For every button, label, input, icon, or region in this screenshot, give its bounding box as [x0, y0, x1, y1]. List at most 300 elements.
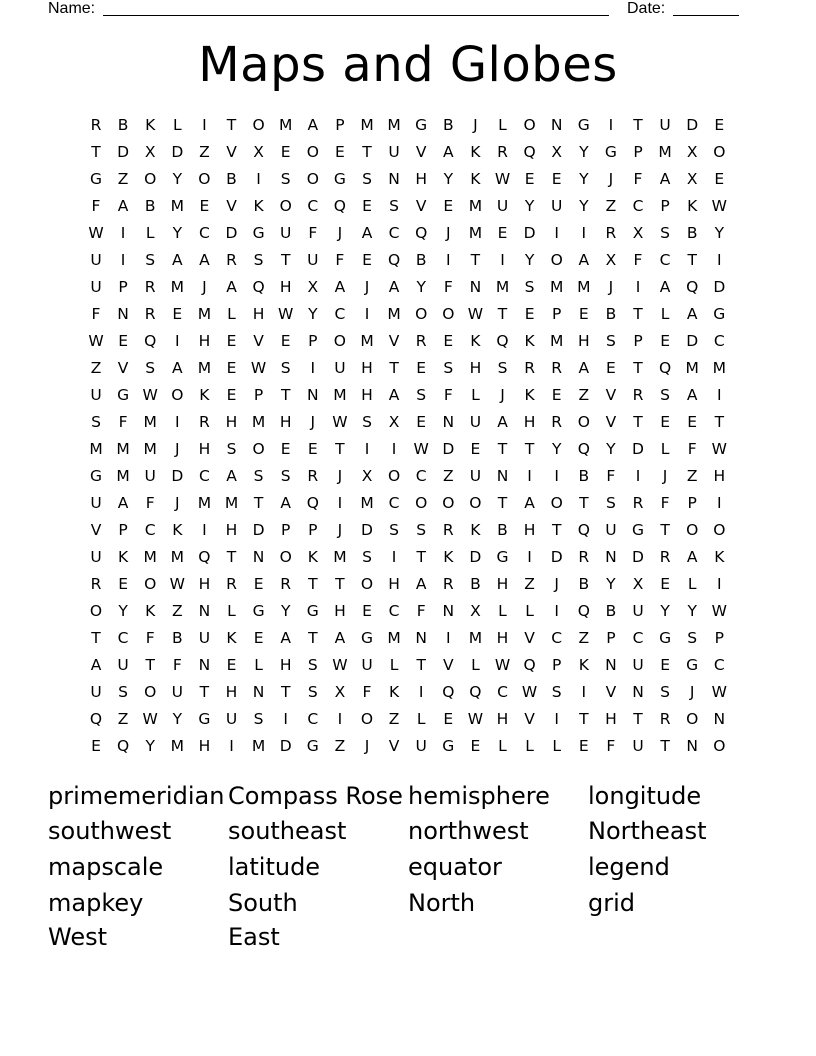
- grid-letter[interactable]: N: [605, 548, 617, 566]
- grid-letter[interactable]: Z: [117, 170, 129, 188]
- grid-letter[interactable]: X: [144, 143, 156, 161]
- grid-letter[interactable]: I: [717, 251, 722, 269]
- grid-letter[interactable]: Q: [144, 332, 157, 350]
- grid-letter[interactable]: F: [91, 305, 101, 323]
- grid-letter[interactable]: D: [686, 116, 699, 134]
- grid-letter[interactable]: E: [660, 656, 670, 674]
- grid-letter[interactable]: N: [469, 278, 482, 296]
- grid-letter[interactable]: S: [145, 359, 156, 377]
- grid-letter[interactable]: Z: [334, 737, 346, 755]
- grid-letter[interactable]: V: [226, 197, 237, 215]
- grid-letter[interactable]: I: [635, 278, 641, 296]
- grid-letter[interactable]: K: [470, 143, 481, 161]
- grid-letter[interactable]: X: [632, 224, 644, 242]
- grid-letter[interactable]: Q: [496, 332, 509, 350]
- grid-letter[interactable]: E: [524, 170, 535, 188]
- grid-letter[interactable]: M: [387, 305, 401, 323]
- grid-letter[interactable]: U: [388, 143, 400, 161]
- grid-letter[interactable]: X: [551, 143, 562, 161]
- grid-letter[interactable]: N: [442, 602, 455, 620]
- grid-letter[interactable]: Y: [172, 170, 183, 188]
- grid-letter[interactable]: O: [442, 494, 455, 512]
- grid-letter[interactable]: E: [605, 359, 616, 377]
- grid-letter[interactable]: O: [89, 602, 103, 620]
- grid-letter[interactable]: Y: [606, 440, 616, 458]
- grid-letter[interactable]: R: [632, 494, 644, 512]
- grid-letter[interactable]: K: [524, 386, 535, 404]
- grid-letter[interactable]: B: [686, 224, 698, 242]
- grid-letter[interactable]: B: [144, 197, 156, 215]
- grid-letter[interactable]: M: [143, 440, 157, 458]
- grid-letter[interactable]: Q: [577, 521, 590, 539]
- grid-letter[interactable]: H: [523, 521, 536, 539]
- grid-letter[interactable]: P: [714, 629, 724, 647]
- grid-letter[interactable]: M: [224, 494, 239, 512]
- grid-letter[interactable]: O: [686, 710, 699, 728]
- grid-letter[interactable]: R: [442, 521, 454, 539]
- grid-letter[interactable]: X: [632, 575, 644, 593]
- grid-letter[interactable]: T: [714, 413, 725, 431]
- grid-letter[interactable]: A: [578, 251, 590, 269]
- grid-letter[interactable]: L: [660, 305, 670, 323]
- grid-letter[interactable]: P: [308, 521, 318, 539]
- grid-letter[interactable]: I: [635, 467, 641, 485]
- grid-letter[interactable]: F: [308, 224, 318, 242]
- grid-letter[interactable]: E: [226, 359, 237, 377]
- grid-letter[interactable]: H: [523, 413, 536, 431]
- grid-letter[interactable]: K: [253, 197, 264, 215]
- grid-letter[interactable]: G: [252, 224, 265, 242]
- grid-letter[interactable]: T: [253, 494, 264, 512]
- grid-letter[interactable]: Q: [306, 494, 319, 512]
- grid-letter[interactable]: C: [713, 656, 725, 674]
- grid-letter[interactable]: K: [389, 683, 400, 701]
- grid-letter[interactable]: A: [659, 170, 671, 188]
- grid-letter[interactable]: K: [714, 548, 725, 566]
- grid-letter[interactable]: I: [337, 710, 343, 728]
- grid-letter[interactable]: I: [120, 251, 126, 269]
- grid-letter[interactable]: I: [364, 305, 370, 323]
- grid-letter[interactable]: N: [632, 683, 644, 701]
- grid-letter[interactable]: W: [494, 656, 511, 674]
- grid-letter[interactable]: Q: [658, 359, 672, 377]
- grid-letter[interactable]: B: [442, 116, 454, 134]
- grid-letter[interactable]: S: [524, 278, 535, 296]
- grid-letter[interactable]: O: [144, 683, 157, 701]
- grid-letter[interactable]: J: [446, 224, 451, 242]
- grid-letter[interactable]: O: [360, 575, 374, 593]
- grid-letter[interactable]: A: [226, 278, 237, 296]
- grid-letter[interactable]: F: [172, 656, 182, 674]
- grid-letter[interactable]: N: [550, 116, 563, 134]
- grid-letter[interactable]: E: [443, 197, 454, 215]
- grid-letter[interactable]: E: [578, 305, 589, 323]
- grid-letter[interactable]: Y: [579, 143, 589, 161]
- grid-letter[interactable]: Y: [172, 224, 183, 242]
- grid-letter[interactable]: Y: [579, 170, 589, 188]
- grid-letter[interactable]: Z: [171, 602, 183, 620]
- grid-letter[interactable]: O: [360, 710, 374, 728]
- grid-letter[interactable]: C: [415, 467, 427, 485]
- grid-letter[interactable]: T: [280, 683, 291, 701]
- grid-letter[interactable]: T: [362, 143, 372, 161]
- grid-letter[interactable]: I: [608, 116, 614, 134]
- grid-letter[interactable]: X: [605, 251, 617, 269]
- grid-letter[interactable]: O: [252, 440, 265, 458]
- grid-letter[interactable]: K: [145, 602, 156, 620]
- grid-letter[interactable]: R: [226, 251, 237, 269]
- grid-letter[interactable]: U: [632, 656, 644, 674]
- grid-letter[interactable]: O: [171, 386, 184, 404]
- grid-letter[interactable]: V: [90, 521, 102, 539]
- grid-letter[interactable]: L: [471, 656, 480, 674]
- grid-letter[interactable]: O: [144, 575, 157, 593]
- grid-letter[interactable]: P: [606, 629, 616, 647]
- grid-letter[interactable]: P: [552, 305, 562, 323]
- grid-letter[interactable]: A: [497, 413, 508, 431]
- grid-letter[interactable]: A: [686, 305, 698, 323]
- grid-letter[interactable]: E: [443, 332, 454, 350]
- grid-letter[interactable]: I: [120, 224, 126, 242]
- grid-letter[interactable]: E: [416, 413, 427, 431]
- grid-letter[interactable]: S: [605, 332, 616, 350]
- grid-letter[interactable]: Y: [660, 602, 670, 620]
- grid-letter[interactable]: U: [90, 548, 102, 566]
- grid-letter[interactable]: X: [686, 143, 698, 161]
- grid-letter[interactable]: H: [198, 332, 211, 350]
- grid-letter[interactable]: T: [308, 575, 318, 593]
- grid-letter[interactable]: A: [280, 629, 291, 647]
- grid-letter[interactable]: C: [198, 467, 210, 485]
- grid-letter[interactable]: J: [337, 521, 343, 539]
- grid-letter[interactable]: U: [659, 116, 671, 134]
- grid-letter[interactable]: A: [90, 656, 102, 674]
- grid-letter[interactable]: I: [717, 575, 722, 593]
- grid-letter[interactable]: V: [117, 359, 129, 377]
- grid-letter[interactable]: R: [199, 413, 210, 431]
- grid-letter[interactable]: E: [226, 656, 237, 674]
- grid-letter[interactable]: N: [198, 656, 211, 674]
- grid-letter[interactable]: M: [251, 737, 266, 755]
- grid-letter[interactable]: A: [307, 116, 319, 134]
- grid-letter[interactable]: H: [388, 575, 400, 593]
- grid-letter[interactable]: T: [687, 251, 697, 269]
- grid-letter[interactable]: J: [175, 494, 180, 512]
- grid-letter[interactable]: K: [145, 116, 156, 134]
- grid-letter[interactable]: K: [524, 332, 535, 350]
- grid-letter[interactable]: N: [713, 710, 726, 728]
- grid-letter[interactable]: T: [335, 575, 345, 593]
- grid-letter[interactable]: E: [118, 575, 128, 593]
- grid-letter[interactable]: T: [91, 143, 101, 161]
- grid-letter[interactable]: Q: [116, 737, 130, 755]
- grid-letter[interactable]: S: [687, 629, 698, 647]
- grid-letter[interactable]: J: [337, 224, 343, 242]
- grid-letter[interactable]: D: [171, 143, 184, 161]
- grid-letter[interactable]: Q: [387, 251, 401, 269]
- grid-letter[interactable]: G: [89, 467, 102, 485]
- grid-letter[interactable]: Y: [416, 278, 426, 296]
- grid-letter[interactable]: S: [362, 548, 372, 566]
- grid-letter[interactable]: T: [308, 629, 318, 647]
- grid-letter[interactable]: I: [717, 386, 722, 404]
- grid-letter[interactable]: A: [199, 251, 210, 269]
- grid-letter[interactable]: G: [89, 170, 102, 188]
- grid-letter[interactable]: E: [470, 737, 481, 755]
- grid-letter[interactable]: F: [335, 251, 345, 269]
- grid-letter[interactable]: E: [362, 602, 372, 620]
- grid-letter[interactable]: D: [469, 548, 482, 566]
- grid-letter[interactable]: G: [333, 170, 346, 188]
- grid-letter[interactable]: J: [608, 278, 614, 296]
- grid-letter[interactable]: V: [253, 332, 264, 350]
- grid-letter[interactable]: C: [632, 197, 644, 215]
- grid-letter[interactable]: J: [364, 278, 370, 296]
- grid-letter[interactable]: C: [632, 629, 644, 647]
- grid-letter[interactable]: X: [253, 143, 264, 161]
- grid-letter[interactable]: G: [117, 386, 130, 404]
- grid-letter[interactable]: Y: [280, 602, 291, 620]
- grid-letter[interactable]: H: [496, 710, 509, 728]
- grid-letter[interactable]: I: [364, 440, 370, 458]
- grid-letter[interactable]: B: [171, 629, 183, 647]
- grid-letter[interactable]: J: [500, 386, 505, 404]
- grid-letter[interactable]: T: [226, 548, 237, 566]
- grid-letter[interactable]: B: [578, 467, 590, 485]
- grid-letter[interactable]: L: [172, 116, 182, 134]
- grid-letter[interactable]: J: [364, 737, 370, 755]
- grid-letter[interactable]: T: [633, 359, 643, 377]
- grid-letter[interactable]: R: [226, 575, 237, 593]
- grid-letter[interactable]: C: [307, 197, 319, 215]
- grid-letter[interactable]: T: [226, 116, 237, 134]
- grid-letter[interactable]: U: [90, 251, 102, 269]
- grid-letter[interactable]: D: [225, 224, 238, 242]
- grid-letter[interactable]: G: [442, 737, 455, 755]
- grid-letter[interactable]: I: [446, 251, 451, 269]
- grid-letter[interactable]: T: [660, 737, 670, 755]
- grid-letter[interactable]: H: [713, 467, 726, 485]
- grid-letter[interactable]: U: [605, 521, 617, 539]
- grid-letter[interactable]: F: [362, 683, 372, 701]
- grid-letter[interactable]: R: [551, 359, 563, 377]
- grid-letter[interactable]: Q: [686, 278, 699, 296]
- grid-letter[interactable]: W: [711, 197, 727, 215]
- grid-letter[interactable]: H: [469, 359, 482, 377]
- grid-letter[interactable]: C: [551, 629, 563, 647]
- grid-letter[interactable]: S: [497, 359, 508, 377]
- grid-letter[interactable]: B: [578, 575, 590, 593]
- grid-letter[interactable]: I: [391, 548, 397, 566]
- grid-letter[interactable]: A: [388, 278, 400, 296]
- grid-letter[interactable]: B: [497, 521, 508, 539]
- grid-letter[interactable]: X: [334, 683, 346, 701]
- grid-letter[interactable]: I: [554, 467, 559, 485]
- grid-letter[interactable]: M: [116, 467, 130, 485]
- grid-letter[interactable]: Z: [686, 467, 698, 485]
- grid-letter[interactable]: O: [686, 521, 699, 539]
- grid-letter[interactable]: S: [416, 521, 427, 539]
- grid-letter[interactable]: R: [632, 386, 644, 404]
- grid-letter[interactable]: V: [524, 629, 535, 647]
- grid-letter[interactable]: Q: [252, 278, 265, 296]
- grid-letter[interactable]: P: [633, 143, 643, 161]
- grid-letter[interactable]: Y: [551, 440, 562, 458]
- grid-letter[interactable]: Q: [89, 710, 103, 728]
- grid-letter[interactable]: H: [415, 170, 428, 188]
- grid-letter[interactable]: S: [253, 467, 264, 485]
- grid-letter[interactable]: D: [171, 467, 184, 485]
- grid-letter[interactable]: P: [118, 521, 128, 539]
- grid-letter[interactable]: Z: [578, 629, 590, 647]
- grid-letter[interactable]: D: [279, 737, 292, 755]
- grid-letter[interactable]: W: [413, 440, 429, 458]
- grid-letter[interactable]: H: [225, 683, 238, 701]
- grid-letter[interactable]: S: [416, 386, 427, 404]
- grid-letter[interactable]: H: [252, 305, 265, 323]
- grid-letter[interactable]: O: [713, 143, 726, 161]
- grid-letter[interactable]: M: [279, 116, 293, 134]
- grid-letter[interactable]: H: [198, 575, 211, 593]
- grid-letter[interactable]: U: [144, 467, 156, 485]
- grid-letter[interactable]: I: [175, 413, 180, 431]
- grid-letter[interactable]: T: [633, 413, 643, 431]
- grid-letter[interactable]: F: [443, 278, 453, 296]
- grid-letter[interactable]: I: [202, 521, 207, 539]
- grid-letter[interactable]: K: [470, 521, 481, 539]
- grid-letter[interactable]: T: [91, 629, 101, 647]
- grid-letter[interactable]: M: [360, 494, 374, 512]
- grid-letter[interactable]: W: [169, 575, 185, 593]
- grid-letter[interactable]: Z: [199, 143, 210, 161]
- grid-letter[interactable]: L: [145, 224, 155, 242]
- grid-letter[interactable]: T: [579, 494, 589, 512]
- grid-letter[interactable]: G: [306, 602, 319, 620]
- grid-letter[interactable]: N: [117, 305, 129, 323]
- grid-letter[interactable]: Q: [577, 440, 590, 458]
- grid-letter[interactable]: G: [415, 116, 428, 134]
- grid-letter[interactable]: E: [226, 386, 237, 404]
- grid-letter[interactable]: B: [226, 170, 237, 188]
- grid-letter[interactable]: P: [633, 332, 643, 350]
- grid-letter[interactable]: H: [225, 521, 238, 539]
- grid-letter[interactable]: S: [443, 359, 454, 377]
- grid-letter[interactable]: H: [279, 413, 292, 431]
- grid-letter[interactable]: M: [333, 548, 347, 566]
- grid-letter[interactable]: U: [90, 494, 102, 512]
- grid-letter[interactable]: C: [117, 629, 129, 647]
- grid-letter[interactable]: U: [90, 683, 102, 701]
- grid-letter[interactable]: H: [198, 737, 211, 755]
- grid-letter[interactable]: L: [498, 737, 507, 755]
- grid-letter[interactable]: B: [605, 602, 617, 620]
- grid-letter[interactable]: I: [418, 683, 424, 701]
- grid-letter[interactable]: L: [416, 710, 426, 728]
- grid-letter[interactable]: W: [142, 710, 158, 728]
- grid-letter[interactable]: B: [605, 305, 617, 323]
- grid-letter[interactable]: S: [226, 440, 237, 458]
- grid-letter[interactable]: Z: [605, 197, 617, 215]
- grid-letter[interactable]: V: [524, 710, 535, 728]
- grid-letter[interactable]: D: [361, 521, 373, 539]
- grid-letter[interactable]: P: [253, 386, 264, 404]
- grid-letter[interactable]: M: [170, 548, 184, 566]
- grid-letter[interactable]: O: [415, 494, 428, 512]
- grid-letter[interactable]: R: [659, 710, 671, 728]
- grid-letter[interactable]: T: [524, 440, 535, 458]
- grid-letter[interactable]: R: [605, 224, 617, 242]
- grid-letter[interactable]: C: [334, 305, 346, 323]
- grid-letter[interactable]: W: [467, 305, 484, 323]
- grid-letter[interactable]: P: [660, 197, 670, 215]
- grid-letter[interactable]: K: [172, 521, 183, 539]
- grid-letter[interactable]: V: [226, 143, 237, 161]
- grid-letter[interactable]: C: [388, 224, 400, 242]
- grid-letter[interactable]: M: [170, 197, 184, 215]
- grid-letter[interactable]: E: [551, 386, 562, 404]
- grid-letter[interactable]: Q: [523, 143, 536, 161]
- grid-letter[interactable]: M: [360, 116, 374, 134]
- grid-letter[interactable]: H: [279, 656, 292, 674]
- grid-letter[interactable]: O: [469, 494, 482, 512]
- grid-letter[interactable]: U: [632, 737, 644, 755]
- grid-letter[interactable]: O: [198, 170, 211, 188]
- grid-letter[interactable]: F: [606, 737, 616, 755]
- grid-letter[interactable]: G: [659, 629, 672, 647]
- grid-letter[interactable]: C: [144, 521, 156, 539]
- grid-letter[interactable]: M: [712, 359, 726, 377]
- grid-letter[interactable]: Q: [577, 602, 590, 620]
- grid-letter[interactable]: W: [494, 170, 511, 188]
- grid-letter[interactable]: L: [525, 602, 534, 620]
- grid-letter[interactable]: S: [280, 467, 291, 485]
- grid-letter[interactable]: Y: [145, 737, 155, 755]
- grid-letter[interactable]: N: [686, 737, 698, 755]
- grid-letter[interactable]: H: [496, 575, 509, 593]
- grid-letter[interactable]: W: [711, 602, 727, 620]
- grid-letter[interactable]: M: [197, 494, 212, 512]
- grid-letter[interactable]: M: [170, 737, 184, 755]
- grid-letter[interactable]: E: [307, 440, 318, 458]
- grid-letter[interactable]: M: [577, 278, 591, 296]
- grid-letter[interactable]: M: [495, 278, 510, 296]
- grid-letter[interactable]: M: [197, 359, 212, 377]
- grid-letter[interactable]: O: [415, 305, 428, 323]
- grid-letter[interactable]: L: [471, 386, 480, 404]
- grid-letter[interactable]: H: [361, 386, 373, 404]
- grid-letter[interactable]: L: [254, 656, 263, 674]
- grid-letter[interactable]: A: [361, 224, 373, 242]
- grid-letter[interactable]: M: [197, 305, 212, 323]
- grid-letter[interactable]: V: [388, 332, 400, 350]
- grid-letter[interactable]: U: [632, 602, 644, 620]
- grid-letter[interactable]: D: [632, 440, 644, 458]
- grid-letter[interactable]: A: [334, 278, 346, 296]
- grid-letter[interactable]: A: [280, 494, 291, 512]
- grid-letter[interactable]: R: [90, 575, 102, 593]
- grid-letter[interactable]: R: [280, 575, 292, 593]
- grid-letter[interactable]: E: [524, 305, 535, 323]
- grid-letter[interactable]: W: [332, 413, 348, 431]
- grid-letter[interactable]: A: [117, 197, 129, 215]
- grid-letter[interactable]: E: [443, 710, 454, 728]
- grid-letter[interactable]: F: [633, 251, 643, 269]
- grid-letter[interactable]: K: [443, 548, 454, 566]
- grid-letter[interactable]: A: [415, 575, 427, 593]
- grid-letter[interactable]: U: [117, 656, 129, 674]
- grid-letter[interactable]: E: [714, 116, 725, 134]
- grid-letter[interactable]: L: [227, 305, 236, 323]
